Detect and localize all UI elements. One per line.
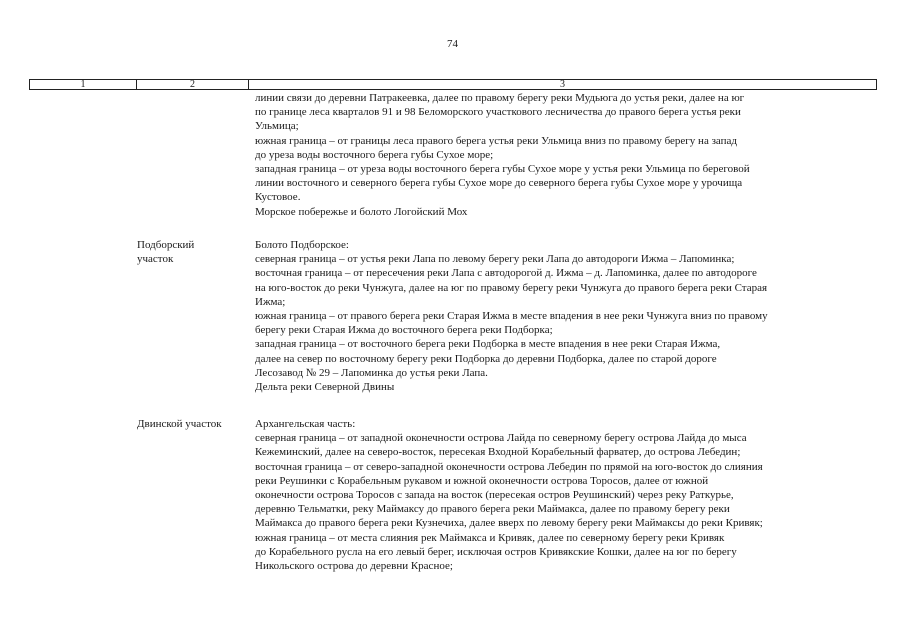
text-line: восточная граница – от северо-западной оконечности острова Лебедин по прямой на юго-восток до слияния — [255, 460, 763, 473]
page-number: 74 — [447, 38, 458, 50]
text-line: Кежеминский, далее на северо-восток, пересекая Входной Корабельный фарватер, до острова Лебедин; — [255, 446, 741, 459]
text-line: восточная граница – от пересечения реки Лапа с автодорогой д. Ижма – д. Лапоминка, далее по автодороге — [255, 267, 757, 280]
text-line: деревню Тельматки, реку Маймаксу до правого берега реки Маймакса, далее по правому берегу реки — [255, 503, 730, 516]
text-line: берегу реки Старая Ижма до восточного берега реки Подборка; — [255, 324, 553, 337]
text-line: западная граница – от восточного берега реки Подборка в месте впадения в нее реки Старая Ижма, — [255, 338, 721, 351]
text-line: реки Реушинки с Корабельным рукавом и южной оконечности острова Торосов, далее от южной — [255, 474, 709, 487]
text-line: Никольского острова до деревни Красное; — [255, 560, 453, 573]
text-line: оконечности острова Торосов с запада на восток (пересекая остров Реушинский) через реку Раткурье, — [255, 489, 734, 502]
section-text — [255, 238, 875, 394]
text-line: Ижма; — [255, 295, 286, 308]
text-line: Морское побережье и болото Логойский Мох — [255, 205, 468, 218]
text-line: Дельта реки Северной Двины — [255, 381, 395, 394]
text-line: Ульмица; — [255, 120, 299, 133]
text-line: линии восточного и северного берега губы Сухое море до северного берега губы Сухое море у урочища — [255, 177, 743, 190]
text-line: южная граница – от места слияния рек Маймакса и Кривяк, далее по северному берегу реки Кривяк — [255, 531, 725, 544]
text-line: северная граница – от устья реки Лапа по левому берегу реки Лапа до автодороги Ижма – Лапоминка; — [255, 253, 735, 266]
text-line: до Корабельного русла на его левый берег, исключая остров Кривякские Кошки, далее на юг по берегу — [255, 545, 737, 558]
text-line: Маймакса до правого берега реки Кузнечиха, далее вверх по левому берегу реки Маймаксы до реки Кривяк; — [255, 517, 763, 530]
text-line: северная граница – от западной оконечности острова Лайда по северному берегу острова Лайда до мыса — [255, 432, 747, 445]
table-header — [29, 79, 877, 90]
text-line: Кустовое. — [255, 191, 301, 204]
text-line: на юго-восток до реки Чунжуга, далее на юг по правому берегу реки Чунжуга до правого берега реки Старая — [255, 281, 768, 294]
area-name-dvinskoy: Двинской участок — [137, 418, 222, 430]
text-line: южная граница – от границы леса правого берега устья реки Ульмица вниз по правому берегу на запад — [255, 134, 738, 147]
text-line: далее на север по восточному берегу реки Подборка до деревни Подборка, далее по старой дороге — [255, 352, 717, 365]
text-line: Болото Подборское: — [255, 239, 349, 251]
table-header-col3: 3 — [560, 79, 565, 90]
area-name-podborsky: Подборский участок — [137, 239, 195, 266]
text-line: Лесозавод № 29 – Лапоминка до устья реки Лапа. — [255, 366, 488, 379]
table-header-col2: 2 — [137, 80, 249, 89]
text-line: Архангельская часть: — [255, 418, 356, 430]
text-line: южная граница – от правого берега реки Старая Ижма в месте впадения в нее реки Чунжуга вниз по правому — [255, 310, 768, 323]
section-text — [255, 417, 875, 573]
text-line: линии связи до деревни Патракеевка, далее по правому берегу реки Мудьюга до устья реки, далее на юг — [255, 92, 745, 104]
section-text — [255, 91, 875, 219]
text-line: западная граница – от уреза воды восточного берега губы Сухое море у устья реки Ульмица по береговой — [255, 163, 750, 176]
text-line: по границе леса кварталов 91 и 98 Беломорского участкового лесничества до правого берега устья реки — [255, 106, 741, 119]
table-header-col1: 1 — [30, 80, 137, 89]
text-line: до уреза воды восточного берега губы Сухое море; — [255, 148, 494, 161]
